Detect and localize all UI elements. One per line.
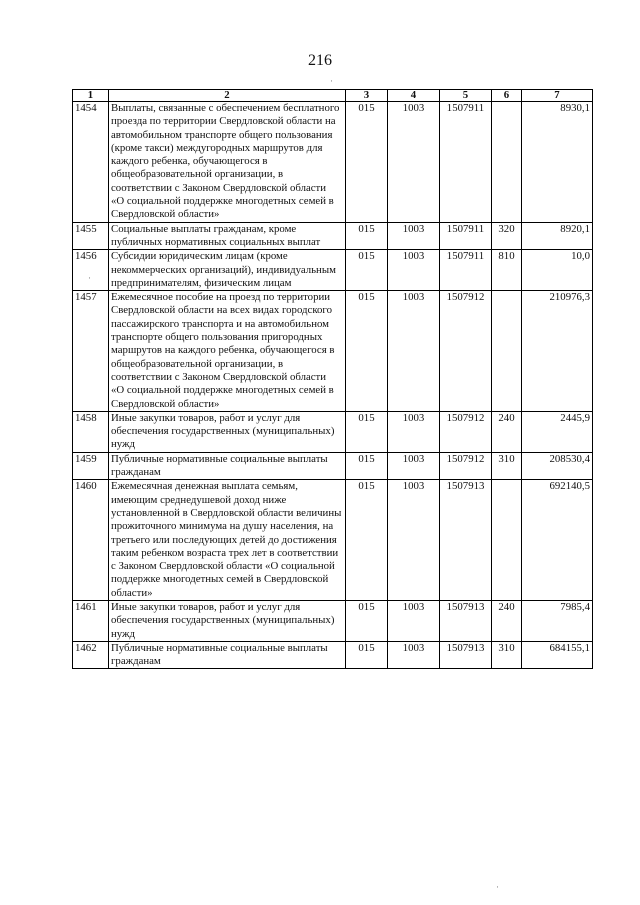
- header-col-1: 1: [73, 90, 109, 102]
- budget-table: [72, 89, 593, 669]
- description-line: соответствии с Законом Свердловской области: [111, 370, 327, 383]
- target-article-code: 1507912: [440, 291, 492, 412]
- description-line: каждого ребенка, обучающегося в: [111, 155, 268, 168]
- row-number: 1459: [73, 452, 109, 480]
- target-article-code: 1507911: [440, 222, 492, 250]
- description-line: установленной в Свердловской области величины: [111, 506, 342, 519]
- row-number: 1462: [73, 641, 109, 669]
- section-code: 1003: [388, 452, 440, 480]
- description-line: Иные закупки товаров, работ и услуг для: [111, 411, 301, 424]
- ministry-code: 015: [346, 452, 388, 480]
- table-row: [73, 291, 593, 412]
- table-row: [73, 411, 593, 452]
- description-line: «О социальной поддержке многодетных семей в: [111, 384, 334, 397]
- section-code: 1003: [388, 480, 440, 601]
- row-number: 1454: [73, 102, 109, 223]
- ministry-code: 015: [346, 411, 388, 452]
- page-number: 216: [308, 52, 332, 69]
- target-article-code: 1507913: [440, 641, 492, 669]
- expense-type-code: 310: [492, 452, 522, 480]
- amount: 2445,9: [522, 411, 593, 452]
- description-line: общеобразовательной организации, в: [111, 168, 284, 181]
- section-code: 1003: [388, 411, 440, 452]
- ministry-code: 015: [346, 641, 388, 669]
- scan-speck: ·: [330, 76, 333, 86]
- description-line: публичных нормативных социальных выплат: [111, 235, 321, 248]
- row-number: 1458: [73, 411, 109, 452]
- target-article-code: 1507911: [440, 250, 492, 291]
- description-line: обеспечения государственных (муниципальных): [111, 425, 335, 438]
- row-description: [109, 250, 346, 291]
- description-line: нужд: [111, 438, 135, 451]
- scan-speck: ·: [496, 882, 499, 892]
- description-line: Ежемесячная денежная выплата семьям,: [111, 480, 298, 493]
- row-description: [109, 291, 346, 412]
- amount: 8920,1: [522, 222, 593, 250]
- header-col-5: 5: [440, 90, 492, 102]
- amount: 208530,4: [522, 452, 593, 480]
- row-number: 1455: [73, 222, 109, 250]
- description-line: Субсидии юридическим лицам (кроме: [111, 250, 288, 263]
- target-article-code: 1507912: [440, 452, 492, 480]
- amount: 210976,3: [522, 291, 593, 412]
- description-line: предпринимателям, физическим лицам: [111, 276, 292, 289]
- description-line: Свердловской области на всех видах городского: [111, 304, 332, 317]
- expense-type-code: 810: [492, 250, 522, 291]
- ministry-code: 015: [346, 250, 388, 291]
- description-line: соответствии с Законом Свердловской области: [111, 181, 327, 194]
- expense-type-code: [492, 480, 522, 601]
- row-description: [109, 102, 346, 223]
- description-line: транспорте общего пользования пригородных: [111, 331, 323, 344]
- description-line: третьего или последующих детей до достижения: [111, 533, 337, 546]
- description-line: гражданам: [111, 655, 161, 668]
- description-line: некоммерческих организаций), индивидуальным: [111, 263, 336, 276]
- description-line: поддержке многодетных семей в Свердловской: [111, 573, 329, 586]
- description-line: Ежемесячное пособие на проезд по территории: [111, 291, 331, 304]
- expense-type-code: 310: [492, 641, 522, 669]
- table-row: [73, 250, 593, 291]
- table-row: [73, 222, 593, 250]
- amount: 8930,1: [522, 102, 593, 223]
- table-row: [73, 641, 593, 669]
- table-body: [73, 102, 593, 669]
- description-line: Свердловской области»: [111, 397, 220, 410]
- table-row: [73, 600, 593, 641]
- section-code: 1003: [388, 102, 440, 223]
- expense-type-code: 240: [492, 600, 522, 641]
- ministry-code: 015: [346, 102, 388, 223]
- description-line: Иные закупки товаров, работ и услуг для: [111, 600, 301, 613]
- description-line: прожиточного минимума на душу населения, на: [111, 520, 334, 533]
- header-row: [73, 90, 593, 102]
- amount: 7985,4: [522, 600, 593, 641]
- row-description: [109, 411, 346, 452]
- ministry-code: 015: [346, 480, 388, 601]
- row-description: [109, 600, 346, 641]
- header-col-4: 4: [388, 90, 440, 102]
- section-code: 1003: [388, 291, 440, 412]
- amount: 10,0: [522, 250, 593, 291]
- target-article-code: 1507913: [440, 480, 492, 601]
- description-line: Публичные нормативные социальные выплаты: [111, 452, 328, 465]
- description-line: Социальные выплаты гражданам, кроме: [111, 222, 297, 235]
- row-number: 1460: [73, 480, 109, 601]
- scan-speck: ·: [88, 273, 91, 283]
- ministry-code: 015: [346, 291, 388, 412]
- description-line: с Законом Свердловской области «О социальной: [111, 560, 335, 573]
- description-line: автомобильном транспорте общего пользования: [111, 128, 333, 141]
- row-number: 1456: [73, 250, 109, 291]
- row-number: 1457: [73, 291, 109, 412]
- target-article-code: 1507912: [440, 411, 492, 452]
- header-col-6: 6: [492, 90, 522, 102]
- description-line: проезда по территории Свердловской области на: [111, 115, 336, 128]
- row-number: 1461: [73, 600, 109, 641]
- row-description: [109, 641, 346, 669]
- expense-type-code: [492, 291, 522, 412]
- description-line: Публичные нормативные социальные выплаты: [111, 641, 328, 654]
- description-line: имеющим среднедушевой доход ниже: [111, 493, 287, 506]
- table-header: [73, 90, 593, 102]
- description-line: нужд: [111, 627, 135, 640]
- section-code: 1003: [388, 222, 440, 250]
- header-col-2: 2: [109, 90, 346, 102]
- description-line: общеобразовательной организации, в: [111, 357, 284, 370]
- description-line: таким ребенком возраста трех лет в соответствии: [111, 546, 339, 559]
- header-col-3: 3: [346, 90, 388, 102]
- description-line: Выплаты, связанные с обеспечением бесплатного: [111, 102, 340, 114]
- description-line: обеспечения государственных (муниципальных): [111, 614, 335, 627]
- description-line: области»: [111, 586, 153, 599]
- target-article-code: 1507913: [440, 600, 492, 641]
- description-line: «О социальной поддержке многодетных семей в: [111, 195, 334, 208]
- header-col-7: 7: [522, 90, 593, 102]
- description-line: маршрутов на каждого ребенка, обучающегося в: [111, 344, 335, 357]
- description-line: пассажирского транспорта и на автомобильном: [111, 317, 329, 330]
- row-description: [109, 480, 346, 601]
- expense-type-code: 240: [492, 411, 522, 452]
- expense-type-code: 320: [492, 222, 522, 250]
- row-description: [109, 222, 346, 250]
- amount: 684155,1: [522, 641, 593, 669]
- section-code: 1003: [388, 600, 440, 641]
- table-row: [73, 452, 593, 480]
- table-row: [73, 102, 593, 223]
- description-line: (кроме такси) междугородных маршрутов для: [111, 141, 323, 154]
- description-line: гражданам: [111, 466, 161, 479]
- amount: 692140,5: [522, 480, 593, 601]
- row-description: [109, 452, 346, 480]
- table-row: [73, 480, 593, 601]
- description-line: Свердловской области»: [111, 208, 220, 221]
- section-code: 1003: [388, 641, 440, 669]
- target-article-code: 1507911: [440, 102, 492, 223]
- section-code: 1003: [388, 250, 440, 291]
- ministry-code: 015: [346, 600, 388, 641]
- ministry-code: 015: [346, 222, 388, 250]
- expense-type-code: [492, 102, 522, 223]
